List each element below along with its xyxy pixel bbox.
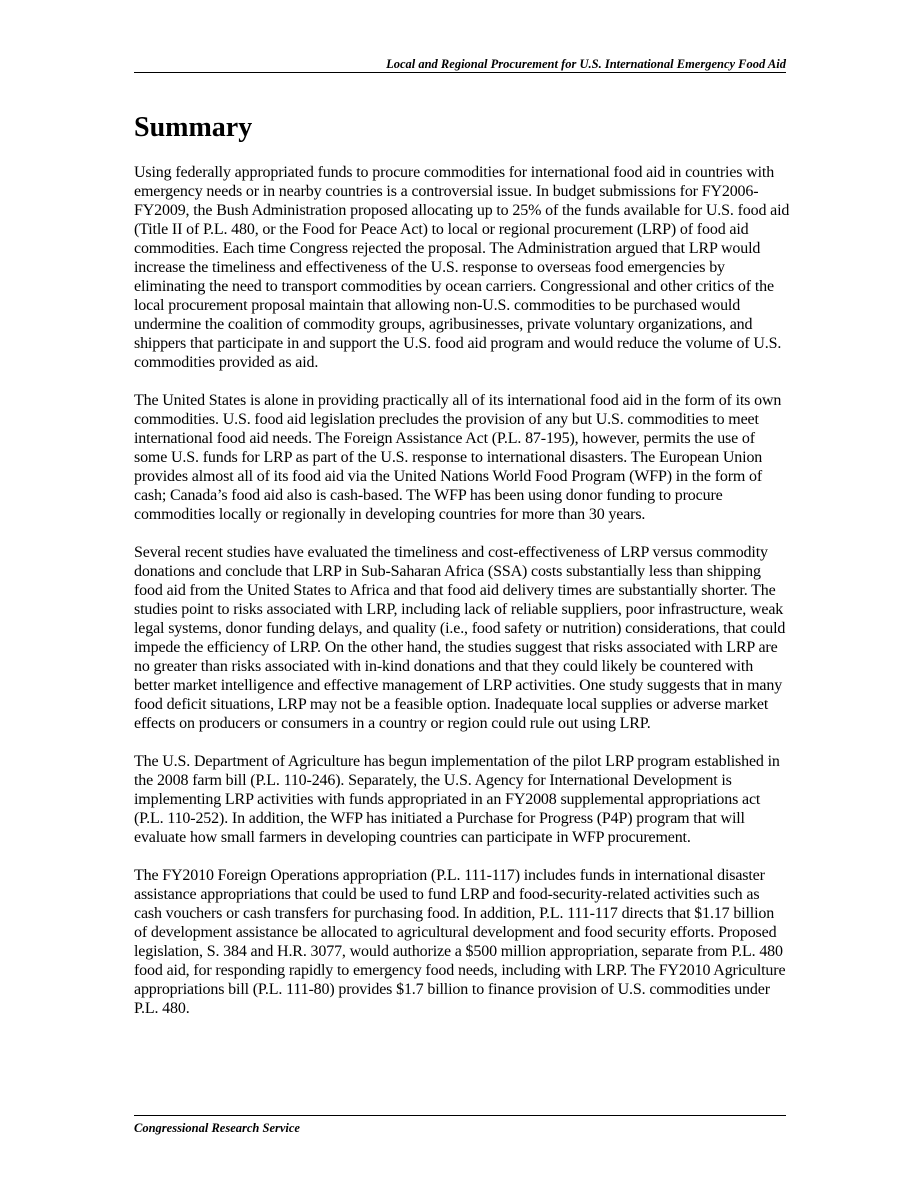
- footer-divider: [134, 1115, 786, 1116]
- paragraph-1: Using federally appropriated funds to procure commodities for international food aid in countries with emergency needs or in nearby countries is a controversial issue. In budget submissions for FY2006-FY2009, the Bush Administration proposed allocating up to 25% of the funds available for U.S. food aid (Title II of P.L. 480, or the Food for Peace Act) to local or regional procurement (LRP) of food aid commodities. Each time Congress rejected the proposal. The Administration argued that LRP would increase the timeliness and effectiveness of the U.S. response to overseas food emergencies by eliminating the need to transport commodities by ocean carriers. Congressional and other critics of the local procurement proposal maintain that allowing non-U.S. commodities to be purchased would undermine the coalition of commodity groups, agribusinesses, private voluntary organizations, and shippers that participate in and support the U.S. food aid program and would reduce the volume of U.S. commodities provided as aid.: [134, 164, 790, 371]
- running-footer: Congressional Research Service: [134, 1121, 300, 1135]
- paragraph-2: The United States is alone in providing practically all of its international food aid in the form of its own commodities. U.S. food aid legislation precludes the provision of any but U.S. commodities to meet international food aid needs. The Foreign Assistance Act (P.L. 87-195), however, permits the use of some U.S. funds for LRP as part of the U.S. response to international disasters. The European Union provides almost all of its food aid via the United Nations World Food Program (WFP) in the form of cash; Canada’s food aid also is cash-based. The WFP has been using donor funding to procure commodities locally or regionally in developing countries for more than 30 years.: [134, 392, 782, 523]
- paragraph-5: The FY2010 Foreign Operations appropriation (P.L. 111-117) includes funds in international disaster assistance appropriations that could be used to fund LRP and food-security-related activities such as cash vouchers or cash transfers for purchasing food. In addition, P.L. 111-117 directs that $1.17 billion of development assistance be allocated to agricultural development and food security efforts. Proposed legislation, S. 384 and H.R. 3077, would authorize a $500 million appropriation, separate from P.L. 480 food aid, for responding rapidly to emergency food needs, including with LRP. The FY2010 Agriculture appropriations bill (P.L. 111-80) provides $1.7 billion to finance provision of U.S. commodities under P.L. 480.: [134, 867, 786, 1017]
- running-header: Local and Regional Procurement for U.S. International Emergency Food Aid: [386, 57, 786, 71]
- header-divider: [134, 72, 786, 73]
- paragraph-4: The U.S. Department of Agriculture has begun implementation of the pilot LRP program established in the 2008 farm bill (P.L. 110-246). Separately, the U.S. Agency for International Development is implementing LRP activities with funds appropriated in an FY2008 supplemental appropriations act (P.L. 110-252). In addition, the WFP has initiated a Purchase for Progress (P4P) program that will evaluate how small farmers in developing countries can participate in WFP procurement.: [134, 753, 780, 846]
- section-title: Summary: [134, 112, 253, 143]
- summary-body: [134, 163, 790, 1037]
- paragraph-3: Several recent studies have evaluated the timeliness and cost-effectiveness of LRP versus commodity donations and conclude that LRP in Sub-Saharan Africa (SSA) costs substantially less than shipping food aid from the United States to Africa and that food aid delivery times are substantially shorter. The studies point to risks associated with LRP, including lack of reliable suppliers, poor infrastructure, weak legal systems, donor funding delays, and quality (i.e., food safety or nutrition) considerations, that could impede the efficiency of LRP. On the other hand, the studies suggest that risks associated with LRP are no greater than risks associated with in-kind donations and that they could likely be countered with better market intelligence and effective management of LRP activities. One study suggests that in many food deficit situations, LRP may not be a feasible option. Inadequate local supplies or adverse market effects on producers or consumers in a country or region could rule out using LRP.: [134, 544, 786, 732]
